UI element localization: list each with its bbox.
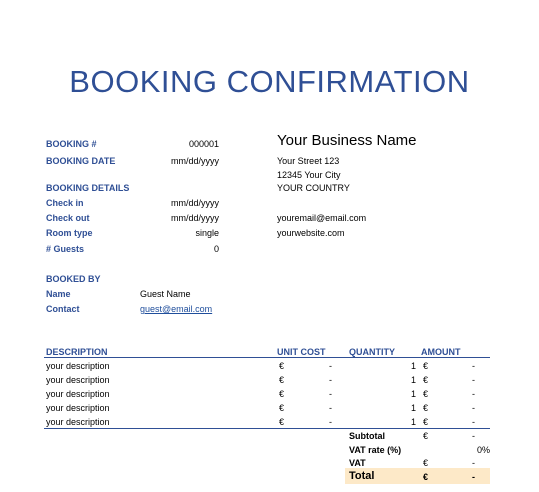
row-unit-value: - (329, 403, 332, 413)
booking-date-label: BOOKING DATE (46, 156, 116, 166)
vat-label: VAT (349, 458, 366, 468)
booking-details-label: BOOKING DETAILS (46, 183, 130, 193)
row-unit-currency: € (279, 375, 285, 385)
guests-label: # Guests (46, 244, 85, 254)
checkin-label: Check in (46, 198, 84, 208)
total-currency: € (423, 472, 429, 482)
booking-date-value: mm/dd/yyyy (170, 156, 219, 166)
amount-header: AMOUNT (421, 347, 461, 357)
business-street: Your Street 123 (277, 156, 340, 166)
row-unit-value: - (329, 417, 332, 427)
row-quantity: 1 (410, 417, 416, 427)
vat-currency: € (423, 458, 429, 468)
row-amount-value: - (472, 403, 475, 413)
row-amount-currency: € (423, 389, 429, 399)
checkout-value: mm/dd/yyyy (170, 213, 219, 223)
checkout-label: Check out (46, 213, 90, 223)
row-quantity: 1 (410, 361, 416, 371)
guest-name-label: Name (46, 289, 71, 299)
subtotal-label: Subtotal (349, 431, 385, 441)
business-website: yourwebsite.com (277, 228, 345, 238)
description-header: DESCRIPTION (46, 347, 108, 357)
row-quantity: 1 (410, 375, 416, 385)
row-unit-value: - (329, 389, 332, 399)
contact-label: Contact (46, 304, 80, 314)
guest-name-value: Guest Name (140, 289, 191, 299)
row-amount-currency: € (423, 375, 429, 385)
booked-by-label: BOOKED BY (46, 274, 101, 284)
unit-cost-header: UNIT COST (277, 347, 326, 357)
vat-rate-label: VAT rate (%) (349, 445, 402, 455)
total-label: Total (349, 470, 375, 482)
row-quantity: 1 (410, 389, 416, 399)
row-description: your description (46, 389, 110, 399)
row-amount-value: - (472, 375, 475, 385)
row-unit-value: - (329, 375, 332, 385)
subtotal-value: - (472, 431, 475, 441)
row-description: your description (46, 403, 110, 413)
business-name: Your Business Name (277, 132, 417, 149)
row-description: your description (46, 361, 110, 371)
business-email: youremail@email.com (277, 213, 367, 223)
contact-email-link[interactable]: guest@email.com (140, 304, 213, 314)
header-divider (44, 357, 490, 358)
row-amount-currency: € (423, 417, 429, 427)
row-unit-currency: € (279, 361, 285, 371)
subtotal-currency: € (423, 431, 429, 441)
checkin-value: mm/dd/yyyy (170, 198, 219, 208)
row-amount-value: - (472, 389, 475, 399)
vat-value: - (472, 458, 475, 468)
booking-number-label: BOOKING # (46, 139, 97, 149)
vat-rate-value: 0% (476, 445, 490, 455)
row-amount-currency: € (423, 403, 429, 413)
row-amount-value: - (472, 361, 475, 371)
row-unit-currency: € (279, 417, 285, 427)
business-country: YOUR COUNTRY (277, 183, 350, 193)
page-title: BOOKING CONFIRMATION (69, 64, 470, 99)
booking-number-value: 000001 (188, 139, 219, 149)
row-description: your description (46, 375, 110, 385)
room-type-label: Room type (46, 228, 93, 238)
row-amount-value: - (472, 417, 475, 427)
row-description: your description (46, 417, 110, 427)
guests-value: 0 (213, 244, 219, 254)
row-unit-value: - (329, 361, 332, 371)
total-value: - (472, 472, 475, 482)
quantity-header: QUANTITY (349, 347, 395, 357)
table-bottom-divider (44, 428, 490, 429)
row-unit-currency: € (279, 403, 285, 413)
room-type-value: single (195, 228, 219, 238)
business-city: 12345 Your City (277, 170, 341, 180)
row-unit-currency: € (279, 389, 285, 399)
row-quantity: 1 (410, 403, 416, 413)
row-amount-currency: € (423, 361, 429, 371)
